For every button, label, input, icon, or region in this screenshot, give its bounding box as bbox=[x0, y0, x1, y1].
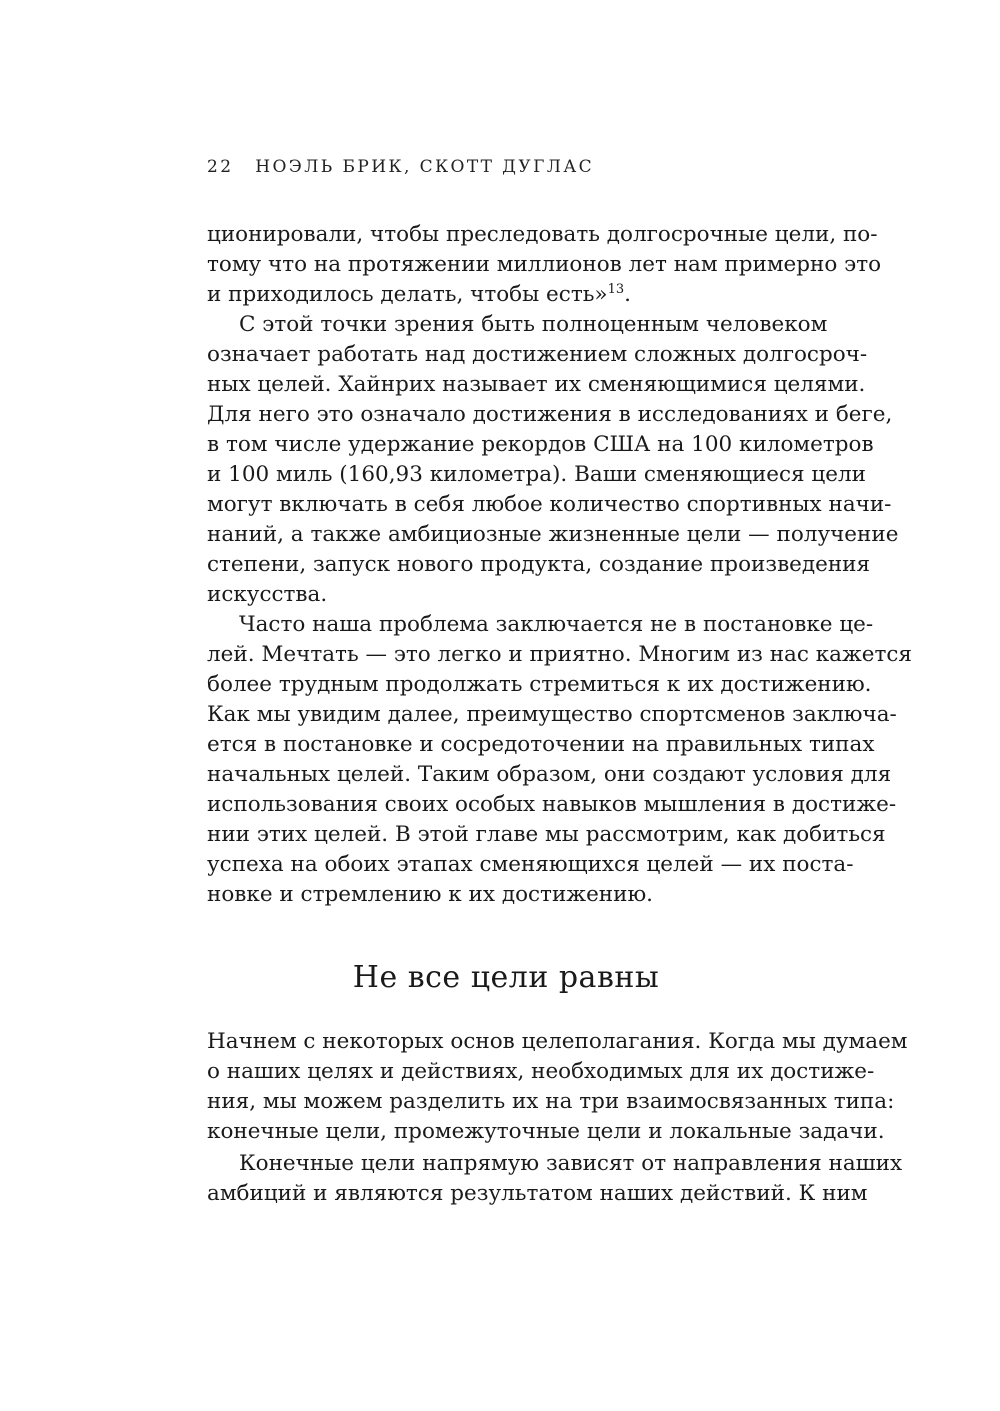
text-line: искусства. bbox=[207, 582, 328, 607]
text-line: начальных целей. Таким образом, они создают условия для bbox=[207, 762, 892, 787]
text-line: наний, а также амбициозные жизненные цели — получение bbox=[207, 522, 899, 547]
text-line: тому что на протяжении миллионов лет нам примерно это bbox=[207, 252, 882, 277]
section-heading: Не все цели равны bbox=[352, 960, 660, 995]
running-head-authors: НОЭЛЬ БРИК, СКОТТ ДУГЛАС bbox=[255, 157, 594, 177]
text-line: нии этих целей. В этой главе мы рассмотрим, как добиться bbox=[207, 822, 886, 847]
text-line: Для него это означало достижения в исследованиях и беге, bbox=[207, 402, 893, 427]
text-line-content: и приходилось делать, чтобы есть» bbox=[207, 282, 608, 307]
text-line bbox=[207, 280, 805, 310]
text-line: Начнем с некоторых основ целеполагания. Когда мы думаем bbox=[207, 1029, 908, 1054]
text-line: степени, запуск нового продукта, создание произведения bbox=[207, 552, 871, 577]
text-line: Как мы увидим далее, преимущество спортсменов заключа- bbox=[207, 702, 897, 727]
line-end-punctuation: . bbox=[624, 282, 631, 307]
paragraph-4 bbox=[207, 1027, 908, 1147]
text-line: ния, мы можем разделить их на три взаимосвязанных типа: bbox=[207, 1089, 895, 1114]
paragraph-5 bbox=[207, 1149, 903, 1209]
text-line: амбиций и являются результатом наших действий. К ним bbox=[207, 1181, 868, 1206]
paragraph-3 bbox=[207, 610, 912, 910]
text-line: новке и стремлению к их достижению. bbox=[207, 882, 653, 907]
page-number: 22 bbox=[207, 157, 234, 177]
text-line: ных целей. Хайнрих называет их сменяющимися целями. bbox=[207, 372, 866, 397]
text-line: и 100 миль (160,93 километра). Ваши сменяющиеся цели bbox=[207, 462, 866, 487]
text-line: означает работать над достижением сложных долгосроч- bbox=[207, 342, 868, 367]
footnote-reference: 13 bbox=[607, 281, 625, 297]
text-line: ционировали, чтобы преследовать долгосрочные цели, по- bbox=[207, 222, 878, 247]
text-line: Конечные цели напрямую зависят от направления наших bbox=[239, 1151, 903, 1176]
text-line: в том числе удержание рекордов США на 100 километров bbox=[207, 432, 874, 457]
text-line: о наших целях и действиях, необходимых для их достиже- bbox=[207, 1059, 875, 1084]
paragraph-1 bbox=[207, 220, 882, 310]
text-line: успеха на обоих этапах сменяющихся целей — их поста- bbox=[207, 852, 854, 877]
text-line: использования своих особых навыков мышления в достиже- bbox=[207, 792, 897, 817]
text-line: конечные цели, промежуточные цели и локальные задачи. bbox=[207, 1119, 885, 1144]
text-line: С этой точки зрения быть полноценным человеком bbox=[239, 312, 828, 337]
running-head bbox=[207, 157, 594, 177]
text-line: Часто наша проблема заключается не в постановке це- bbox=[239, 612, 874, 637]
text-line: более трудным продолжать стремиться к их достижению. bbox=[207, 672, 872, 697]
text-line: лей. Мечтать — это легко и приятно. Многим из нас кажется bbox=[207, 642, 912, 667]
text-line: могут включать в себя любое количество спортивных начи- bbox=[207, 492, 892, 517]
paragraph-2 bbox=[207, 310, 899, 610]
text-line: ется в постановке и сосредоточении на правильных типах bbox=[207, 732, 875, 757]
